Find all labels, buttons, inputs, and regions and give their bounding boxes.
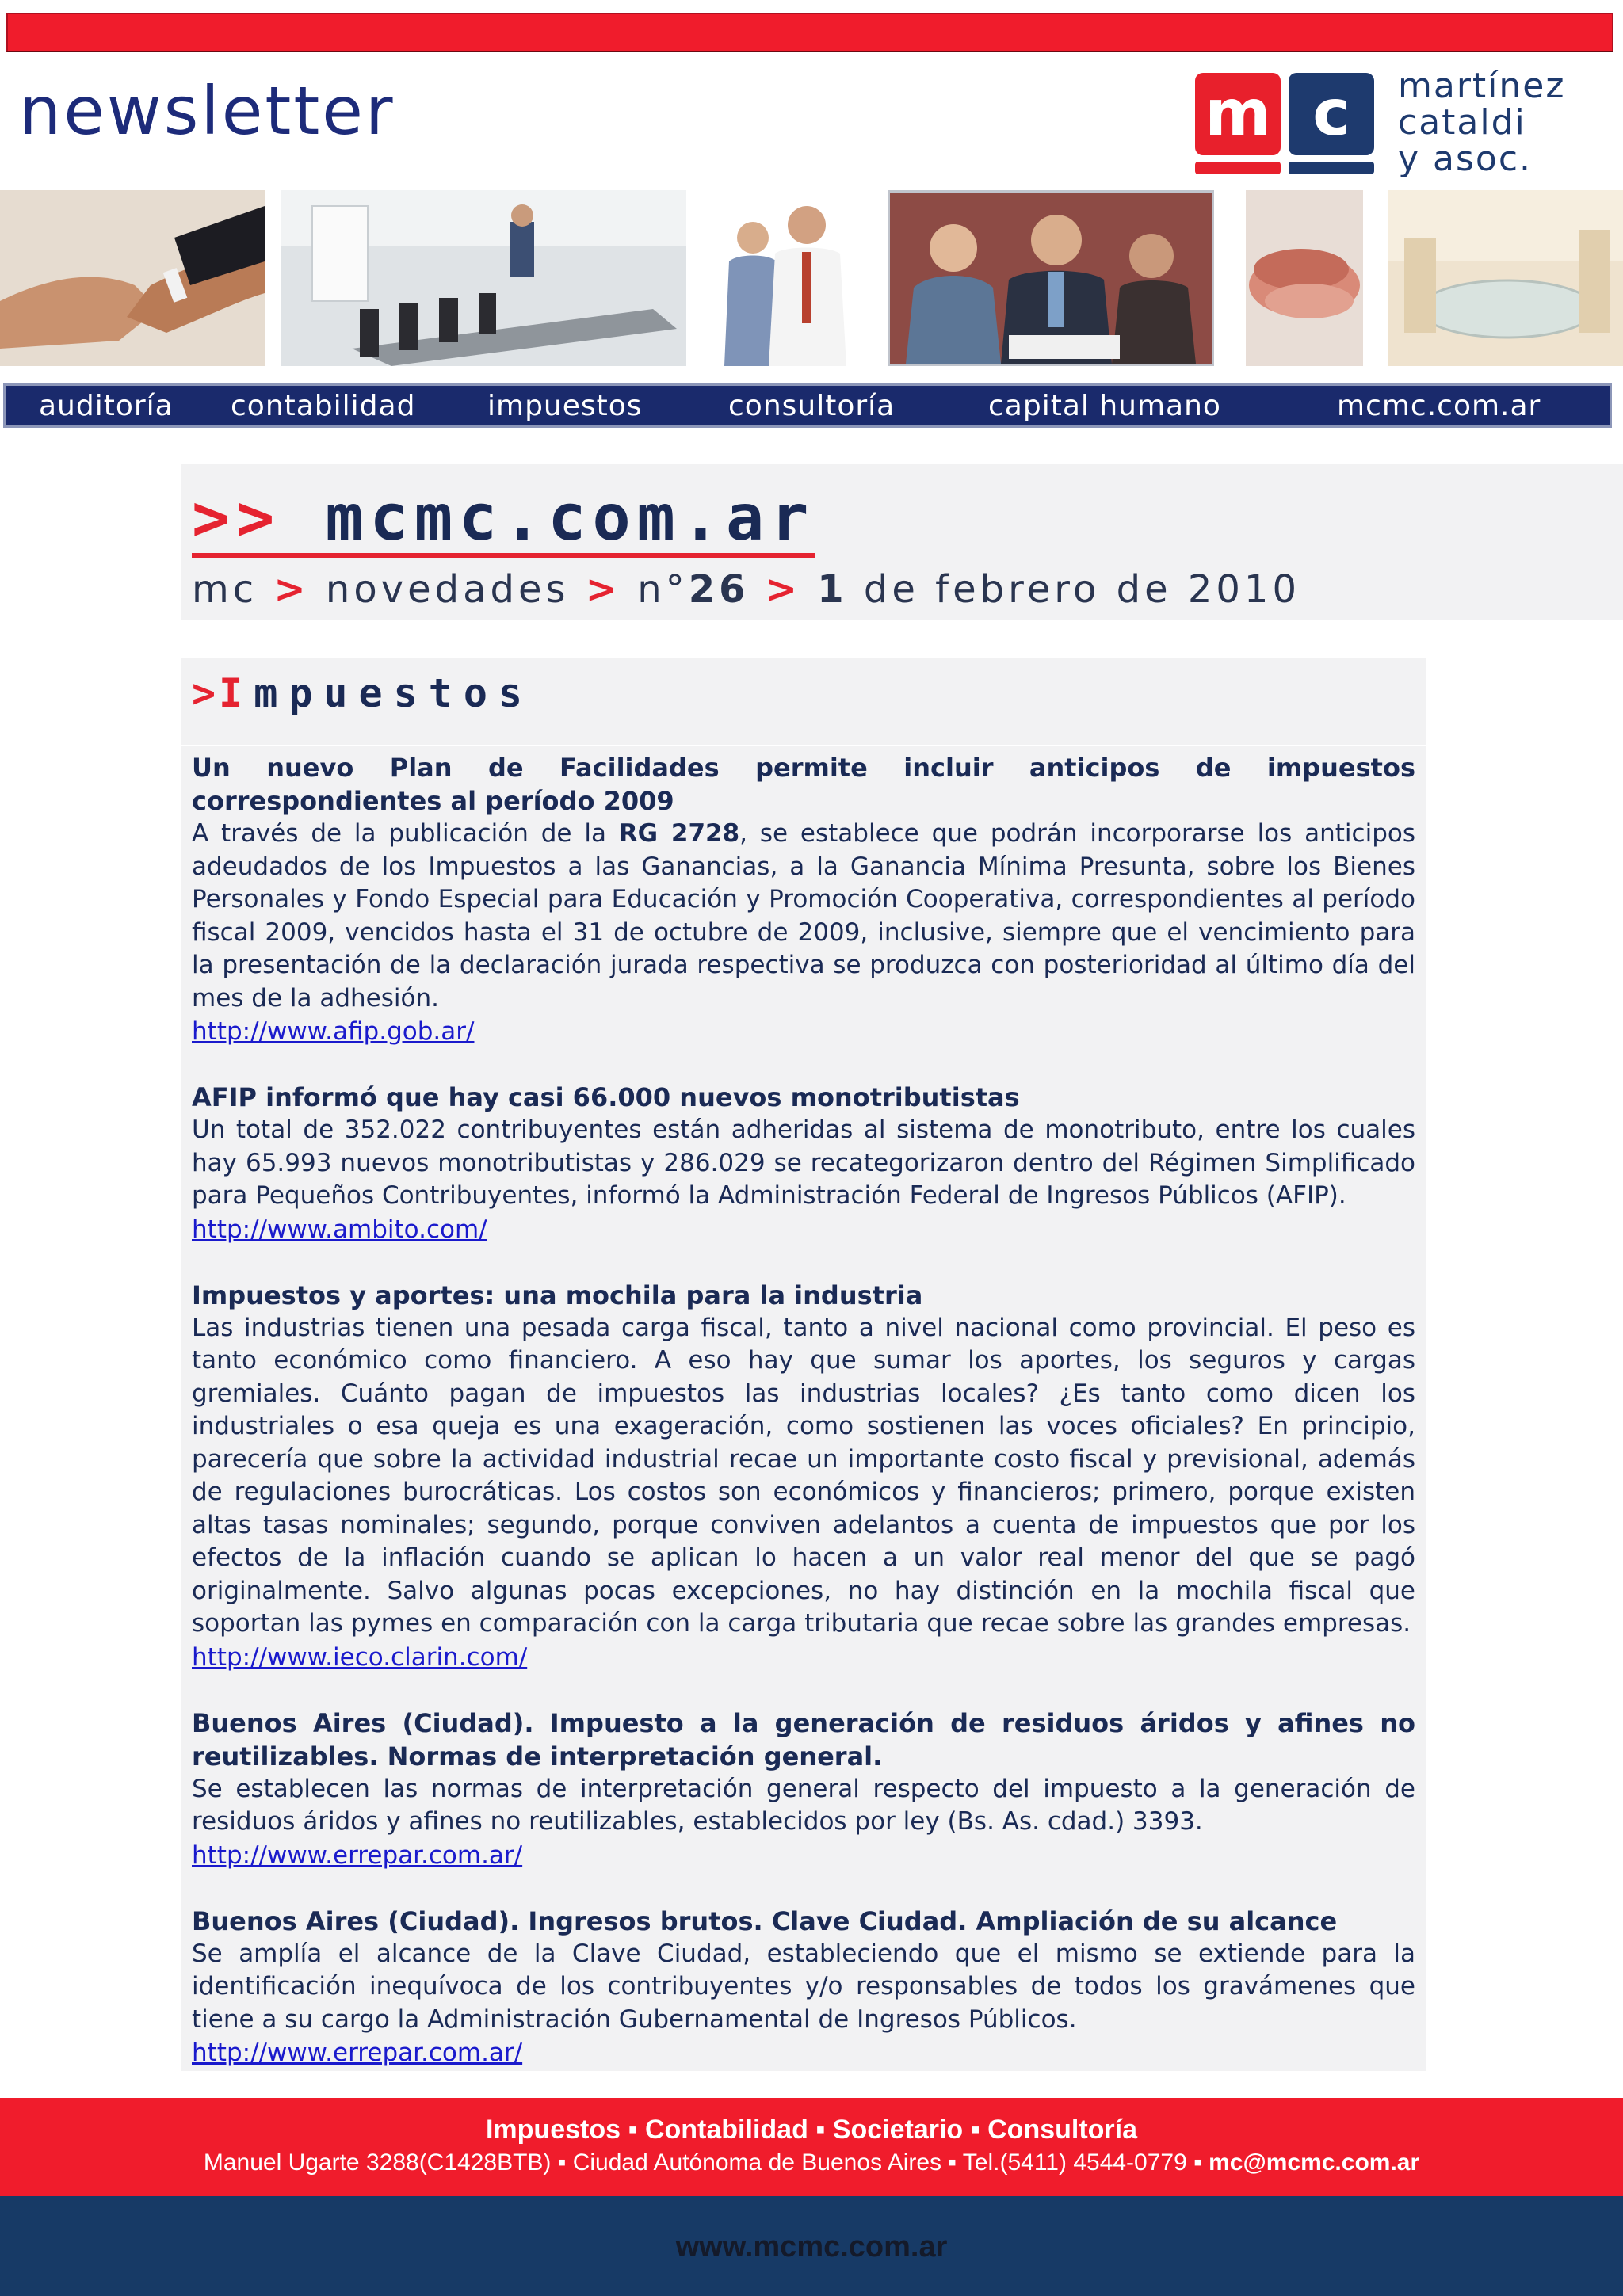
nav-item-contabilidad[interactable]: contabilidad <box>231 390 416 422</box>
issue-line <box>192 567 1301 612</box>
handshake-photo <box>0 190 265 366</box>
article-source-link[interactable]: http://www.errepar.com.ar/ <box>192 2039 523 2067</box>
article-body: Las industrias tienen una pesada carga fiscal, tanto a nivel nacional como provincial. El peso es tanto económico como financiero. A eso hay que sumar los aportes, los seguros y cargas gremiales. Cuánto pagan de impuestos las industrias locales? ¿Es tanto como dicen los industriales o esa queja es una exageración, como sostienen las voces oficiales? En principio, parecería que sobre la actividad industrial recae un importante costo fiscal y previsional, además de regulaciones burocráticas. Los costos son económicos y financieros; primero, porque existen altas tasas nominales; segundo, porque conviven adelantos a cuenta de impuestos que por los efectos de la inflación cuando se aplican lo hacen a un valor real menor del que se pagó originalmente. Salvo algunas pocas excepciones, no hay distinción en la mochila fiscal que soportan las pymes en comparación con la carga tributaria que recae sobre las grandes empresas. <box>192 1313 1415 1638</box>
company-name-line2: cataldi <box>1398 102 1526 143</box>
footer-address <box>0 2149 1623 2177</box>
issue-number: 26 <box>688 567 750 612</box>
articles-list <box>181 746 1426 2071</box>
article <box>192 1707 1415 1872</box>
article-body: Se amplía el alcance de la Clave Ciudad, estableciendo que el mismo se extiende para la identificación inequívoca de los contribuyentes y/o responsables de todos los gravámenes que tiene a su cargo la Administración Gubernamental de Ingresos Públicos. <box>192 1939 1415 2034</box>
article-source-link[interactable]: http://www.ieco.clarin.com/ <box>192 1642 528 1672</box>
services-nav-bar <box>3 383 1612 428</box>
top-red-banner <box>6 13 1613 52</box>
footer-address-text: Manuel Ugarte 3288(C1428BTB) ▪ Ciudad Autónoma de Buenos Aires ▪ Tel.(5411) 4544-0779 ▪ <box>203 2149 1209 2176</box>
company-name <box>1398 68 1612 177</box>
nav-item-consultoria[interactable]: consultoría <box>728 390 896 422</box>
footer-website-link[interactable]: www.mcmc.com.ar <box>675 2230 948 2264</box>
section-title-initial: I <box>219 670 254 716</box>
article-body-text: A través de la publicación de la <box>192 819 619 848</box>
logo-c-square <box>1289 73 1374 155</box>
article-title: AFIP informó que hay casi 66.000 nuevos monotributistas <box>192 1082 1020 1112</box>
office-team-photo <box>888 190 1214 366</box>
site-name: mcmc.com.ar <box>325 481 815 555</box>
article-body <box>192 818 1415 1015</box>
logo-c-underline <box>1289 162 1374 174</box>
issue-number-prefix: n° <box>637 567 689 612</box>
article-source-link[interactable]: http://www.ambito.com/ <box>192 1215 487 1244</box>
issue-separator: > <box>585 567 622 612</box>
nav-item-impuestos[interactable]: impuestos <box>487 390 643 422</box>
logo-m-underline <box>1195 162 1281 174</box>
article-title: Un nuevo Plan de Facilidades permite incluir anticipos de impuestos correspondientes al período 2009 <box>192 753 1415 816</box>
nav-item-website[interactable]: mcmc.com.ar <box>1337 390 1541 422</box>
nav-item-auditoria[interactable]: auditoría <box>39 390 174 422</box>
article <box>192 1279 1415 1674</box>
article <box>192 751 1415 1048</box>
section-title <box>192 670 534 716</box>
footer-email-link[interactable]: mc@mcmc.com.ar <box>1209 2149 1420 2176</box>
footer-contact-band <box>0 2098 1623 2196</box>
article-source-link[interactable]: http://www.afip.gob.ar/ <box>192 1017 475 1046</box>
business-people-photo <box>705 190 875 366</box>
company-logo[interactable] <box>1195 73 1377 176</box>
section-header <box>181 658 1426 745</box>
issue-date: de febrero de 2010 <box>863 567 1301 612</box>
article-title: Buenos Aires (Ciudad). Ingresos brutos. Clave Ciudad. Ampliación de su alcance <box>192 1905 1338 1936</box>
meeting-room-photo <box>281 190 686 366</box>
section-marker: > <box>192 670 220 716</box>
stacked-hands-photo <box>1246 190 1363 366</box>
issue-mc: mc <box>192 567 258 612</box>
article-body: Un total de 352.022 contribuyentes están adheridas al sistema de monotributo, entre los cuales hay 65.993 nuevos monotributistas y 286.029 se recategorizaron dentro del Régimen Simplificado para Pequeños Contribuyentes, informó la Administración Federal de Ingresos Públicos (AFIP). <box>192 1116 1415 1210</box>
article-title: Impuestos y aportes: una mochila para la industria <box>192 1280 923 1310</box>
article-source-link[interactable]: http://www.errepar.com.ar/ <box>192 1840 523 1870</box>
footer-url-band <box>0 2196 1623 2296</box>
article-body-text: , se establece que podrán incorporarse los anticipos adeudados de los Impuestos a las Ganancias, a la Ganancia Mínima Presunta, sobre los Bienes Personales y Fondo Especial para Educación y Promoción Cooperativa, correspondientes al período fiscal 2009, vencidos hasta el 31 de octubre de 2009, inclusive, siempre que el vencimiento para la presentación de la declaración jurada respectiva se produzca con posterioridad al último día del mes de la adhesión. <box>192 819 1415 1013</box>
nav-item-capital-humano[interactable]: capital humano <box>988 390 1221 422</box>
site-title <box>192 481 815 558</box>
article <box>192 1081 1415 1246</box>
footer-services: Impuestos ▪ Contabilidad ▪ Societario ▪ Consultoría <box>485 2115 1138 2145</box>
issue-separator: > <box>765 567 801 612</box>
logo-c-letter: c <box>1312 76 1350 150</box>
issue-title-panel <box>181 464 1623 620</box>
article-body-highlight: RG 2728 <box>618 819 740 848</box>
article-title: Buenos Aires (Ciudad). Impuesto a la generación de residuos áridos y afines no reutilizables. Normas de interpretación general. <box>192 1707 1415 1772</box>
title-arrows: >> <box>192 481 281 555</box>
section-title-rest: mpuestos <box>254 670 534 716</box>
logo-m-letter: m <box>1205 76 1271 150</box>
newsletter-heading: newsletter <box>19 72 395 150</box>
issue-separator: > <box>273 567 310 612</box>
glass-table-photo <box>1388 190 1623 366</box>
issue-day: 1 <box>817 567 848 612</box>
company-name-line3: y asoc. <box>1398 139 1533 179</box>
company-name-line1: martínez <box>1398 66 1566 106</box>
article <box>192 1905 1415 2070</box>
logo-m-square <box>1195 73 1281 155</box>
article-body: Se establecen las normas de interpretación general respecto del impuesto a la generación de residuos áridos y afines no reutilizables, establecidos por ley (Bs. As. cdad.) 3393. <box>192 1774 1415 1836</box>
issue-novedades: novedades <box>325 567 570 612</box>
